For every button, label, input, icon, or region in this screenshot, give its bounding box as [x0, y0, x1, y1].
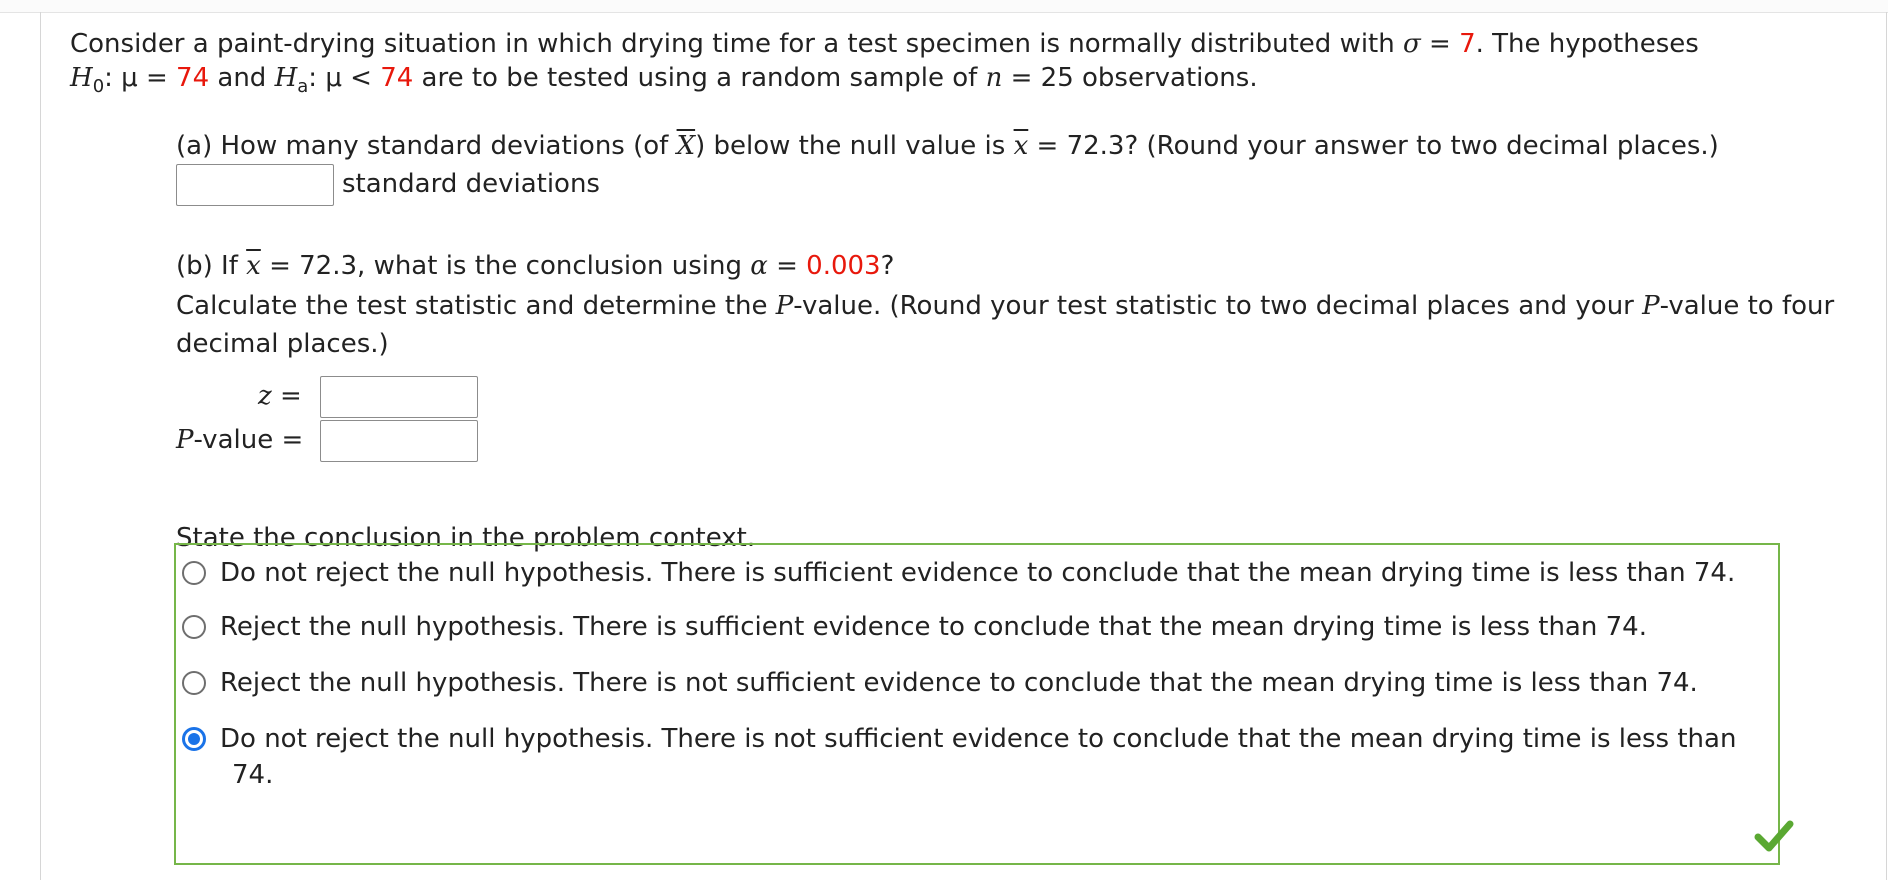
intro-line-2: $H_0$: μ = 74 and $H_a$: μ < 74 are to be tested using a random sample of n = 25 observations. [70, 63, 1258, 97]
ha-value: 74 [380, 63, 414, 93]
left-border [40, 12, 41, 880]
part-a-units: standard deviations [342, 169, 600, 199]
choice-4-radio-selected[interactable] [182, 727, 206, 751]
choice-4[interactable]: Do not reject the null hypothesis. There is not sufficient evidence to conclude that the mean drying time is less than 74. [182, 721, 1736, 793]
choice-3[interactable]: Reject the null hypothesis. There is not sufficient evidence to conclude that the mean drying time is less than 74. [182, 665, 1698, 701]
conclusion-choices [174, 543, 1780, 865]
page-top-bar [0, 0, 1888, 13]
conclusion-prompt: State the conclusion in the problem context. [176, 523, 756, 553]
part-a-answer-input[interactable] [176, 164, 334, 206]
choice-2[interactable]: Reject the null hypothesis. There is sufficient evidence to conclude that the mean drying time is less than 74. [182, 609, 1647, 645]
alpha-value: 0.003 [806, 251, 881, 281]
choice-2-radio[interactable] [182, 615, 206, 639]
right-border [1886, 12, 1887, 880]
part-a-question: (a) How many standard deviations (of $\overline{X}$) below the null value is $\overline{x} = 72.3$? (Round your answer to two decimal places.) [176, 131, 1719, 161]
p-value-label: P-value = [176, 425, 304, 455]
z-label: z = [258, 381, 302, 411]
choice-3-radio[interactable] [182, 671, 206, 695]
z-input[interactable] [320, 376, 478, 418]
sigma-value: 7 [1459, 29, 1476, 59]
intro-line-1: Consider a paint-drying situation in which drying time for a test specimen is normally distributed with σ = 7. The hypotheses [70, 29, 1699, 59]
p-value-input[interactable] [320, 420, 478, 462]
checkmark-icon [1754, 818, 1794, 854]
h0-value: 74 [176, 63, 210, 93]
choice-1[interactable]: Do not reject the null hypothesis. There is sufficient evidence to conclude that the mean drying time is less than 74. [182, 555, 1735, 591]
part-b-question: (b) If $\overline{x} = 72.3$, what is the conclusion using α = 0.003? [176, 251, 895, 281]
part-b-instructions: Calculate the test statistic and determine the P-value. (Round your test statistic to two decimal places and your P-value to four [176, 291, 1835, 321]
part-b-instructions-2: decimal places.) [176, 329, 389, 359]
choice-1-radio[interactable] [182, 561, 206, 585]
